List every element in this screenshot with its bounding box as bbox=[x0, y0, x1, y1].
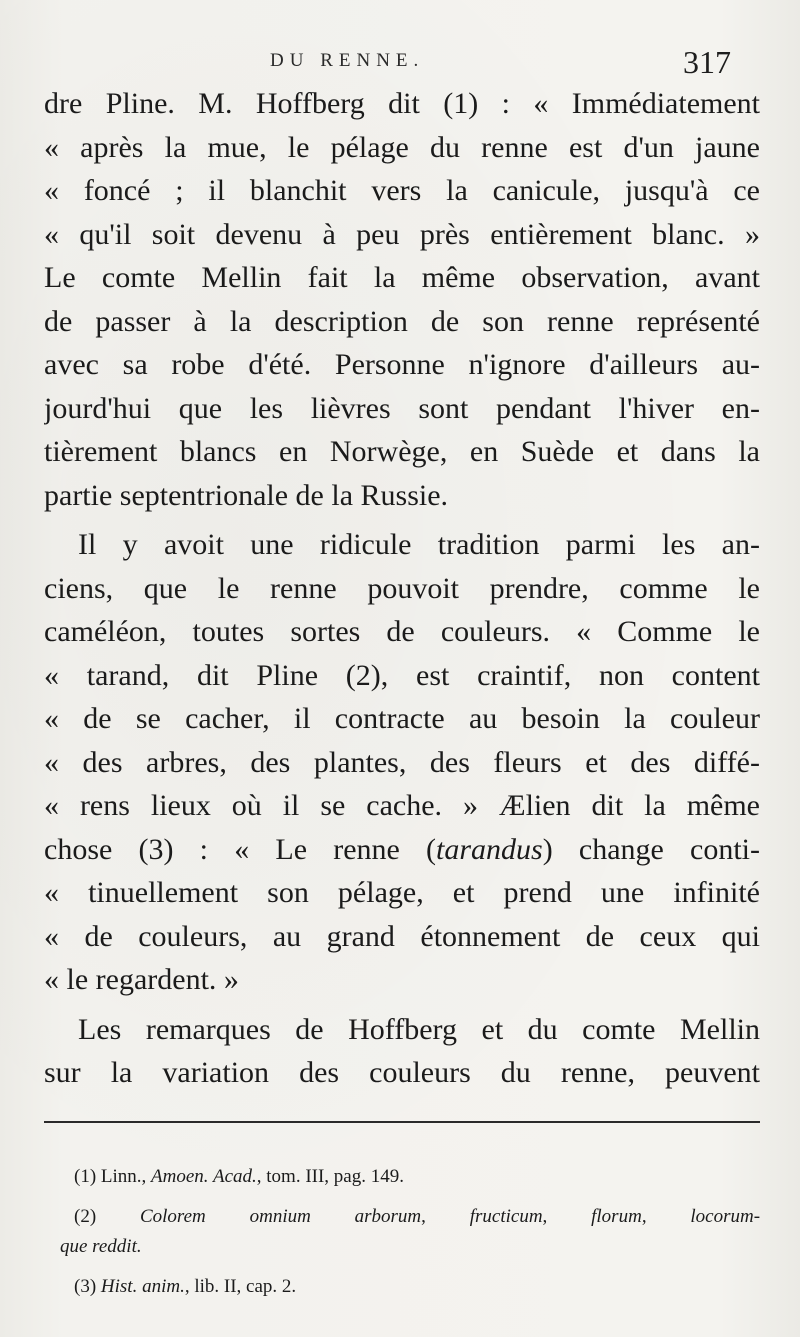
footnotes bbox=[60, 1160, 760, 1304]
footnote-italic: Amoen. Acad. bbox=[151, 1166, 257, 1187]
text-line: de passer à la description de son renne représenté bbox=[44, 304, 760, 338]
footnote-italic: florum bbox=[591, 1206, 642, 1227]
text-segment: chose (3) : « Le renne ( bbox=[44, 832, 437, 866]
footnote-2-continuation bbox=[60, 1230, 760, 1264]
running-title: DU RENNE. bbox=[270, 50, 425, 71]
text-line: « de couleurs, au grand étonnement de ceux qui bbox=[44, 919, 760, 953]
text-line: tièrement blancs en Norwège, en Suède et dans la bbox=[44, 435, 760, 468]
text-line: sur la variation des couleurs du renne, peuvent bbox=[44, 1056, 760, 1089]
text-line: « le regardent. » bbox=[44, 963, 239, 996]
footnote-italic: Hist. anim. bbox=[100, 1276, 185, 1297]
footnote-text: , bbox=[421, 1206, 470, 1227]
text-line: ciens, que le renne pouvoit prendre, comme le bbox=[44, 571, 760, 605]
text-line: dre Pline. M. Hoffberg dit (1) : « Immédiatement bbox=[44, 87, 760, 120]
footnote-text: , lib. II, cap. 2. bbox=[184, 1276, 297, 1297]
footnote-rule bbox=[44, 1121, 760, 1123]
italic-segment: tarandus bbox=[436, 832, 543, 866]
footnote-text: , tom. III, pag. 149. bbox=[256, 1166, 404, 1187]
footnote-3 bbox=[60, 1270, 760, 1304]
footnote-text: (1) Linn., bbox=[74, 1166, 152, 1187]
text-line: caméléon, toutes sortes de couleurs. « Comme le bbox=[44, 615, 760, 648]
footnote-italic: Colorem omnium arborum bbox=[139, 1206, 422, 1227]
footnote-1 bbox=[60, 1160, 760, 1194]
text-line: partie septentrionale de la Russie. bbox=[44, 478, 449, 512]
footnote-text: , bbox=[641, 1206, 691, 1227]
text-line: « tarand, dit Pline (2), est craintif, non content bbox=[44, 658, 760, 692]
text-line: avec sa robe d'été. Personne n'ignore d'ailleurs au- bbox=[44, 348, 760, 381]
running-head bbox=[0, 44, 800, 84]
footnote-italic: que reddit. bbox=[60, 1236, 142, 1257]
footnote-text: , bbox=[542, 1206, 592, 1227]
text-line: « après la mue, le pélage du renne est d'un jaune bbox=[44, 130, 760, 164]
text-line: Le comte Mellin fait la même observation, avant bbox=[44, 261, 760, 294]
footnote-italic: fructicum bbox=[469, 1206, 543, 1227]
text-line: « qu'il soit devenu à peu près entièrement blanc. » bbox=[44, 217, 760, 251]
body-text bbox=[44, 82, 760, 1095]
text-line bbox=[44, 828, 760, 872]
text-line: Les remarques de Hoffberg et du comte Mellin bbox=[78, 1012, 760, 1046]
text-line: jourd'hui que les lièvres sont pendant l'hiver en- bbox=[44, 391, 760, 425]
page-number: 317 bbox=[683, 44, 731, 80]
text-line: « des arbres, des plantes, des fleurs et des diffé- bbox=[44, 745, 760, 779]
footnote-text: (3) bbox=[74, 1276, 101, 1297]
footnote-text: (2) bbox=[74, 1206, 140, 1227]
text-line: « de se cacher, il contracte au besoin la couleur bbox=[44, 702, 760, 735]
text-line: « foncé ; il blanchit vers la canicule, jusqu'à ce bbox=[44, 174, 760, 207]
footnote-2 bbox=[60, 1200, 760, 1234]
text-line: « rens lieux où il se cache. » Ælien dit la même bbox=[44, 789, 760, 822]
footnote-italic: locorum- bbox=[690, 1206, 761, 1227]
text-segment: ) change conti- bbox=[542, 832, 760, 866]
text-line: Il y avoit une ridicule tradition parmi les an- bbox=[78, 528, 760, 561]
text-line: « tinuellement son pélage, et prend une infinité bbox=[44, 876, 760, 909]
